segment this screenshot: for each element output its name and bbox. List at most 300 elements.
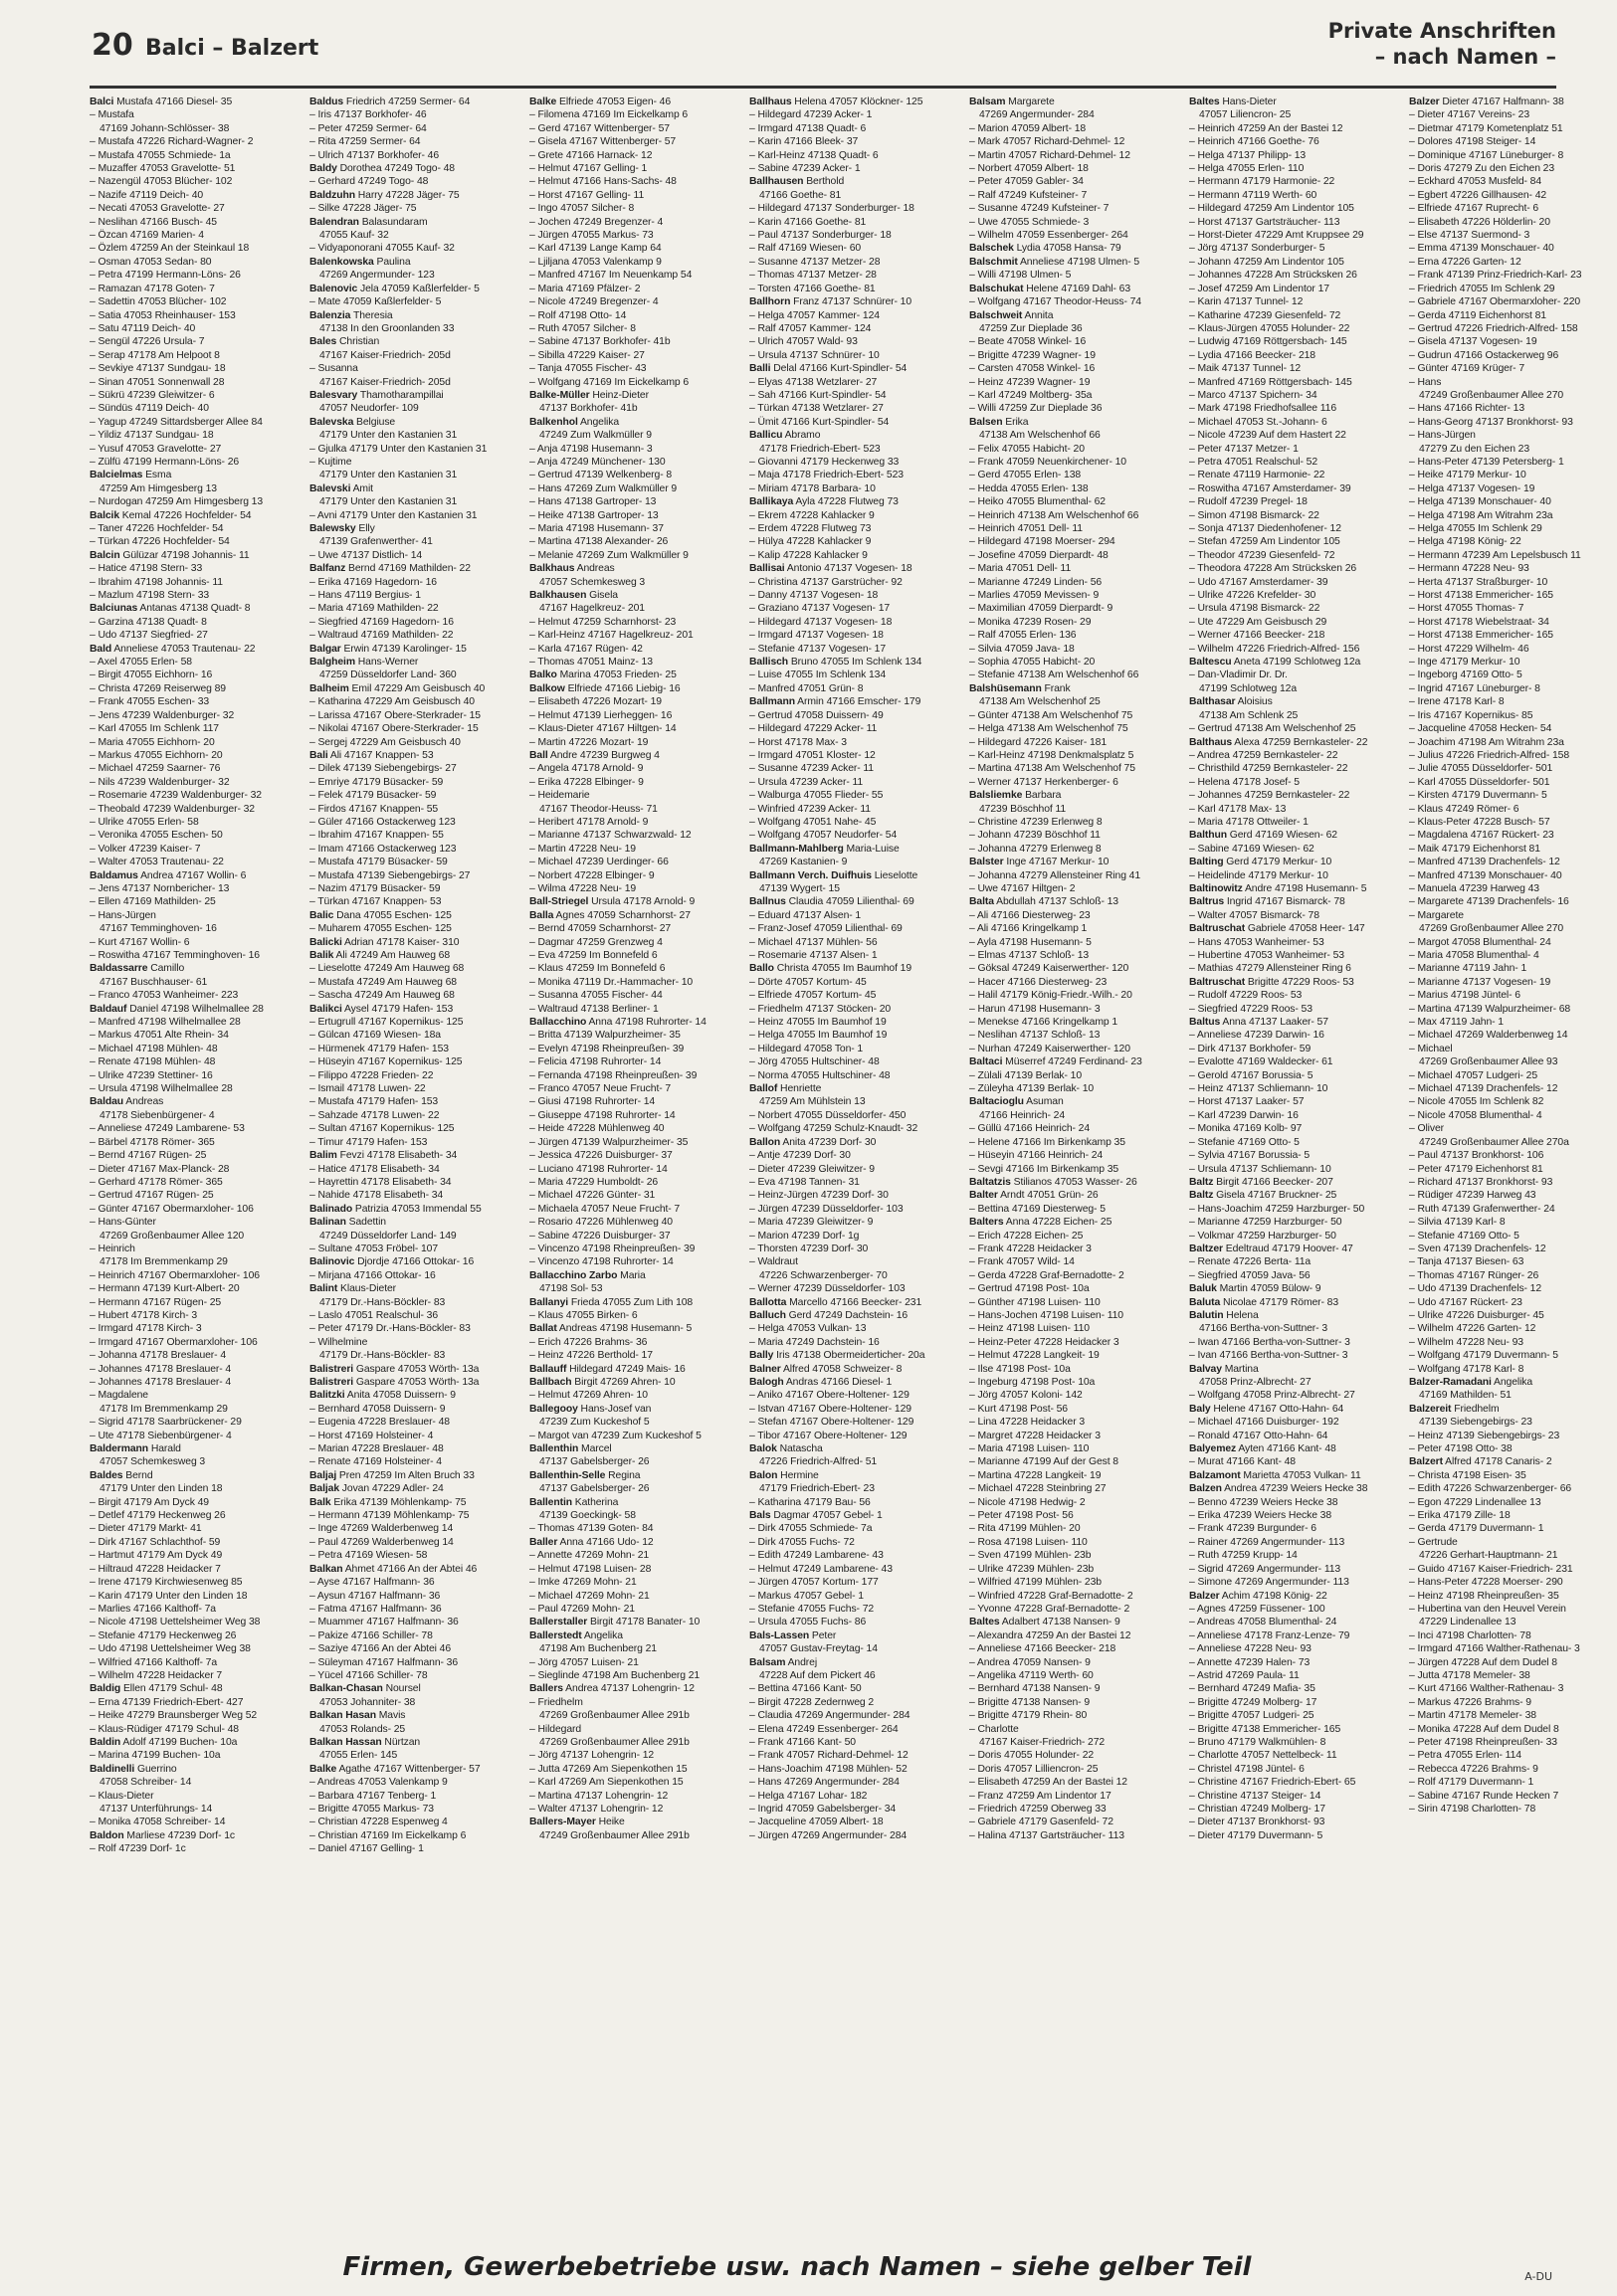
surname: Balenovic — [309, 283, 358, 294]
entry-text: – Helmut 47228 Langkeit- 19 — [969, 1350, 1100, 1362]
entry-text: – Gerd 47055 Erlen- 138 — [969, 470, 1082, 481]
entry-text: – Gertrud 47167 Rügen- 25 — [90, 1190, 214, 1202]
directory-entry — [749, 1163, 957, 1176]
directory-entry — [309, 776, 517, 789]
directory-entry — [529, 216, 737, 229]
entry-text: – Elfriede 47167 Ruprecht- 6 — [1409, 203, 1539, 215]
entry-text: Asuman — [1023, 1096, 1064, 1108]
entry-text: 47269 Großenbaumer Allee 120 — [100, 1230, 245, 1242]
directory-entry — [1409, 629, 1617, 642]
entry-text: – Karin 47166 Bleek- 37 — [749, 136, 859, 148]
directory-entry — [749, 1549, 957, 1562]
directory-entry — [529, 1669, 737, 1682]
directory-entry — [969, 1029, 1177, 1042]
directory-entry — [1189, 643, 1397, 656]
entry-text: – Frank 47228 Heidacker 3 — [969, 1243, 1092, 1254]
surname: Balevska — [309, 416, 354, 428]
directory-entry — [529, 1163, 737, 1176]
entry-text: – Tibor 47167 Obere-Holtener- 129 — [749, 1430, 908, 1441]
directory-entry — [529, 1069, 737, 1082]
directory-entry — [749, 469, 957, 481]
directory-entry — [749, 776, 957, 789]
directory-entry — [969, 843, 1177, 856]
directory-entry — [90, 1696, 298, 1709]
entry-text: Andras 47166 Diesel- 1 — [783, 1377, 893, 1388]
section-title-line1: Private Anschriften — [1327, 19, 1556, 43]
entry-text: – Hans 47166 Richter- 13 — [1409, 403, 1525, 415]
entry-text: – Ruth 47259 Krupp- 14 — [1189, 1550, 1298, 1562]
entry-text: – Jens 47239 Waldenburger- 32 — [90, 709, 235, 721]
entry-text: Inge 47167 Merkur- 10 — [1003, 857, 1110, 868]
surname: Balewsky — [309, 523, 356, 534]
entry-text: Birgit 47178 Banater- 10 — [587, 1617, 701, 1628]
directory-entry — [90, 1309, 298, 1322]
entry-text: Bernd — [122, 1469, 153, 1481]
entry-text: – Maximilian 47059 Dierpardt- 9 — [969, 603, 1113, 615]
entry-text: – Gerhard 47249 Togo- 48 — [309, 176, 429, 188]
directory-entry — [1189, 1496, 1397, 1509]
directory-entry — [1189, 135, 1397, 148]
entry-text: – Ralf 47169 Wiesen- 60 — [749, 243, 862, 255]
directory-entry — [1409, 1736, 1617, 1749]
directory-entry-head — [749, 1442, 957, 1455]
entry-text: – Hans 47269 Angermunder- 284 — [749, 1777, 900, 1789]
entry-text: – Hüseyin 47167 Kopernikus- 125 — [309, 1056, 463, 1068]
entry-text: Delal 47166 Kurt-Spindler- 54 — [770, 363, 908, 375]
entry-text: – Karin 47179 Unter den Linden 18 — [90, 1590, 248, 1602]
directory-entry-head — [309, 482, 517, 495]
entry-text: Ellen 47179 Schul- 48 — [120, 1683, 223, 1695]
directory-entry — [969, 1696, 1177, 1709]
directory-entry — [1189, 1549, 1397, 1562]
directory-entry — [90, 242, 298, 255]
directory-entry — [1189, 1055, 1397, 1068]
entry-text: – Julie 47055 Düsseldorfer- 501 — [1409, 763, 1553, 775]
directory-entry — [969, 1709, 1177, 1722]
directory-entry — [969, 295, 1177, 308]
entry-text: – Friedrich 47259 Oberweg 33 — [969, 1804, 1107, 1815]
directory-entry — [309, 1656, 517, 1669]
directory-entry — [1189, 1603, 1397, 1616]
entry-text: – Horst-Dieter 47229 Amt Kruppsee 29 — [1189, 230, 1364, 242]
directory-entry — [1409, 1549, 1617, 1562]
directory-entry — [969, 1296, 1177, 1309]
directory-entry — [1409, 1509, 1617, 1522]
directory-entry — [1409, 1442, 1617, 1455]
directory-entry — [529, 829, 737, 842]
entry-text: – Filippo 47228 Frieden- 22 — [309, 1069, 434, 1081]
surname: Balyemez — [1189, 1443, 1237, 1455]
entry-text: – Hatice 47198 Stern- 33 — [90, 563, 203, 575]
entry-text: – Stefan 47259 Am Lindentor 105 — [1189, 536, 1340, 548]
entry-text: – Sergej 47229 Am Geisbusch 40 — [309, 736, 461, 748]
directory-entry — [1409, 882, 1617, 895]
entry-text: – Frank 47239 Burgunder- 6 — [1189, 1523, 1316, 1535]
directory-entry — [1189, 149, 1397, 162]
directory-entry — [749, 1095, 957, 1108]
entry-text: – Mark 47057 Richard-Dehmel- 12 — [969, 136, 1125, 148]
directory-entry — [1189, 549, 1397, 562]
entry-text: – Imam 47166 Ostackerweg 123 — [309, 843, 457, 855]
directory-entry — [529, 736, 737, 749]
directory-entry — [1409, 1669, 1617, 1682]
directory-entry — [1409, 108, 1617, 121]
entry-text: 47166 Heinrich- 24 — [979, 1109, 1065, 1121]
entry-text: – Willi 47259 Zur Dieplade 36 — [969, 403, 1103, 415]
entry-text: Anneliese 47053 Trautenau- 22 — [111, 643, 256, 655]
entry-text: – Anneliese 47178 Franz-Lenze- 79 — [1189, 1629, 1350, 1641]
entry-text: Friedhelm — [1451, 1403, 1500, 1415]
entry-text: – Frank 47059 Neuenkirchener- 10 — [969, 456, 1126, 468]
directory-entry — [1189, 1776, 1397, 1789]
directory-entry — [1409, 589, 1617, 602]
entry-text: – Gertrude — [1409, 1536, 1458, 1548]
directory-entry — [749, 349, 957, 362]
directory-entry — [749, 1243, 957, 1255]
surname: Balheim — [309, 682, 349, 694]
entry-text: – Hubert 47178 Kirch- 3 — [90, 1309, 198, 1321]
directory-entry-head — [90, 643, 298, 656]
entry-text: – Dominique 47167 Lüneburger- 8 — [1409, 149, 1564, 161]
surname: Balke — [309, 1763, 337, 1775]
surname: Baltinowitz — [1189, 882, 1243, 894]
directory-entry-head — [1189, 856, 1397, 868]
entry-text: – Karin 47166 Goethe- 81 — [749, 216, 867, 228]
entry-text: – Agnes 47259 Füssener- 100 — [1189, 1603, 1325, 1615]
directory-entry — [309, 816, 517, 829]
directory-entry — [749, 443, 957, 456]
entry-text: – Sascha 47249 Am Hauweg 68 — [309, 990, 455, 1002]
directory-entry — [90, 229, 298, 242]
directory-entry — [749, 1029, 957, 1042]
directory-entry — [1409, 269, 1617, 282]
entry-text: – Thomas 47137 Metzer- 28 — [749, 270, 877, 282]
directory-entry — [309, 829, 517, 842]
directory-entry — [529, 402, 737, 415]
surname: Balgar — [309, 643, 341, 655]
directory-entry — [90, 1296, 298, 1309]
entry-text: – Brigitte 47239 Wagner- 19 — [969, 349, 1096, 361]
surname: Ballo — [749, 963, 774, 975]
entry-text: – Walter 47057 Bismarck- 78 — [1189, 909, 1319, 921]
surname: Balcik — [90, 509, 120, 521]
entry-text: Marina 47053 Frieden- 25 — [556, 670, 677, 681]
surname: Balok — [749, 1443, 777, 1455]
entry-text: – Mustafa — [90, 109, 134, 121]
directory-entry — [1189, 869, 1397, 882]
directory-entry — [90, 895, 298, 908]
surname: Baldau — [90, 1096, 124, 1108]
entry-text: Antanas 47138 Quadt- 8 — [137, 603, 251, 615]
entry-text: – Petra 47169 Wiesen- 58 — [309, 1550, 428, 1562]
directory-entry — [529, 549, 737, 562]
entry-text: – Monika 47239 Rosen- 29 — [969, 616, 1092, 628]
entry-text: – Serap 47178 Am Helpoot 8 — [90, 349, 220, 361]
entry-text: – Hubertine 47053 Wanheimer- 53 — [1189, 950, 1344, 961]
directory-entry — [529, 1563, 737, 1576]
entry-text: – Muammer 47167 Halfmann- 36 — [309, 1617, 459, 1628]
surname: Balsam — [969, 96, 1006, 107]
entry-text: – Johannes 47178 Breslauer- 4 — [90, 1363, 232, 1375]
directory-entry — [969, 709, 1177, 722]
entry-text: – Wilhelm 47059 Essenberger- 264 — [969, 230, 1128, 242]
directory-entry — [309, 602, 517, 615]
entry-text: – Siegfried 47229 Roos- 53 — [1189, 1003, 1313, 1015]
entry-text: – Martina 47137 Lohengrin- 12 — [529, 1790, 669, 1802]
surname: Balkan-Chasan — [309, 1683, 383, 1695]
entry-text: – Istvan 47167 Obere-Holtener- 129 — [749, 1403, 911, 1415]
entry-text: – Michael — [1409, 1043, 1453, 1054]
directory-entry — [749, 335, 957, 348]
directory-entry — [1189, 1816, 1397, 1828]
entry-text: 47058 Schreiber- 14 — [100, 1777, 192, 1789]
directory-entry-head — [90, 1469, 298, 1482]
directory-entry — [749, 762, 957, 775]
entry-text: 47229 Lindenallee 13 — [1419, 1617, 1516, 1628]
entry-text: – Karl-Heinz 47138 Quadt- 6 — [749, 149, 879, 161]
directory-entry-head — [529, 589, 737, 602]
directory-entry — [1409, 1095, 1617, 1108]
directory-entry — [969, 1149, 1177, 1162]
directory-entry — [1409, 656, 1617, 669]
directory-column — [1189, 96, 1397, 2254]
entry-text: – Hermann 47228 Neu- 93 — [1409, 563, 1529, 575]
entry-text: – Zülfü 47199 Hermann-Löns- 26 — [90, 456, 240, 468]
directory-entry — [90, 1016, 298, 1029]
entry-text: – Evelyn 47198 Rheinpreußen- 39 — [529, 1043, 685, 1054]
directory-entry — [529, 643, 737, 656]
entry-text: – Richard 47137 Bronkhorst- 93 — [1409, 1176, 1553, 1188]
entry-text: 47057 Liliencron- 25 — [1199, 109, 1292, 121]
entry-text: – Helga 47137 Vogesen- 19 — [1409, 482, 1535, 494]
entry-text: – Filomena 47169 Im Eickelkamp 6 — [529, 109, 689, 121]
directory-entry-head — [309, 1376, 517, 1389]
directory-entry — [309, 1082, 517, 1095]
entry-text: Gerd 47169 Wiesen- 62 — [1226, 830, 1337, 842]
directory-entry — [90, 362, 298, 375]
entry-text: – Martin 47178 Memeler- 38 — [1409, 1710, 1536, 1722]
directory-entry — [90, 1536, 298, 1549]
entry-text: – Helga 47053 Vulkan- 13 — [749, 1323, 867, 1335]
directory-entry-head — [309, 1389, 517, 1402]
entry-text: – Karl 47269 Am Siepenkothen 15 — [529, 1777, 684, 1789]
directory-entry — [529, 1029, 737, 1042]
directory-entry-head — [309, 96, 517, 108]
directory-entry-head — [90, 469, 298, 481]
directory-entry — [969, 1016, 1177, 1029]
entry-text: – Helene 47166 Im Birkenkamp 35 — [969, 1136, 1125, 1148]
entry-text: – Nicole 47198 Uettelsheimer Weg 38 — [90, 1617, 261, 1628]
entry-text: – Sevkiye 47137 Sundgau- 18 — [90, 363, 226, 375]
directory-entry-head — [969, 256, 1177, 269]
directory-entry — [1409, 229, 1617, 242]
entry-text: – Hans-Georg 47137 Bronkhorst- 93 — [1409, 416, 1573, 428]
entry-text: – Dirk 47167 Schlachthof- 59 — [90, 1536, 221, 1548]
entry-text: – Jutta 47178 Memeler- 38 — [1409, 1669, 1530, 1681]
surname: Baltes — [969, 1617, 1000, 1628]
entry-text: Christian — [336, 336, 380, 348]
entry-text: – Oliver — [1409, 1123, 1444, 1135]
entry-text: – Frank 47166 Kant- 50 — [749, 1736, 856, 1748]
directory-entry — [309, 669, 517, 681]
entry-text: – Walter 47053 Trautenau- 22 — [90, 857, 224, 868]
entry-text: – Andrea 47059 Nansen- 9 — [969, 1656, 1091, 1668]
directory-entry — [749, 1216, 957, 1229]
directory-entry — [90, 189, 298, 202]
entry-text: – Udo 47167 Amsterdamer- 39 — [1189, 576, 1328, 588]
directory-entry — [969, 1603, 1177, 1616]
directory-entry — [1409, 869, 1617, 882]
directory-entry — [1189, 1455, 1397, 1468]
entry-text: Marliese 47239 Dorf- 1c — [123, 1829, 235, 1841]
directory-entry — [1189, 1389, 1397, 1402]
entry-text: – Frank 47057 Richard-Dehmel- 12 — [749, 1750, 909, 1762]
directory-entry — [969, 376, 1177, 389]
entry-text: Maria-Luise — [843, 843, 900, 855]
directory-entry — [1409, 1776, 1617, 1789]
surname: Balitzki — [309, 1390, 345, 1402]
directory-entry — [309, 803, 517, 816]
entry-text: 47226 Friedrich-Alfred- 51 — [759, 1456, 878, 1468]
entry-text: – Emriye 47179 Büsacker- 59 — [309, 776, 444, 788]
directory-entry-head — [309, 1149, 517, 1162]
directory-entry — [309, 709, 517, 722]
directory-entry — [969, 1043, 1177, 1055]
directory-entry — [1189, 1803, 1397, 1816]
entry-text: 47179 Dr.-Hans-Böckler- 83 — [319, 1296, 446, 1308]
surname: Ballentin — [529, 1496, 572, 1508]
entry-text: – Doris 47279 Zu den Eichen 23 — [1409, 163, 1555, 175]
entry-text: – Peter 47137 Metzer- 1 — [1189, 443, 1299, 455]
directory-entry — [749, 376, 957, 389]
directory-entry — [529, 1723, 737, 1736]
entry-text: Angelika — [581, 1629, 623, 1641]
directory-entry — [529, 135, 737, 148]
directory-entry — [309, 695, 517, 708]
entry-text: – Michael 47139 Drachenfels- 12 — [1409, 1083, 1558, 1095]
surname: Ballegooy — [529, 1403, 578, 1415]
entry-text: Belgiuse — [353, 416, 396, 428]
entry-text: – Jörg 47055 Hultschiner- 48 — [749, 1056, 880, 1068]
directory-entry — [529, 295, 737, 308]
entry-text: – Klaus-Jürgen 47055 Holunder- 22 — [1189, 322, 1350, 334]
entry-text: – Gertrud 47138 Am Welschenhof 25 — [1189, 723, 1356, 735]
directory-entry-head — [969, 789, 1177, 802]
entry-text: – Heinz 47239 Wagner- 19 — [969, 376, 1091, 388]
directory-entry-head — [969, 682, 1177, 695]
directory-entry — [1189, 429, 1397, 442]
directory-entry — [90, 656, 298, 669]
directory-entry-head — [749, 1349, 957, 1362]
directory-entry — [1409, 1176, 1617, 1189]
directory-entry — [309, 1136, 517, 1149]
entry-text: Daniel 47198 Wilhelmallee 28 — [126, 1003, 264, 1015]
entry-text: – Wolfgang 47057 Neudorfer- 54 — [749, 830, 898, 842]
directory-entry — [969, 149, 1177, 162]
entry-text: Elly — [355, 523, 375, 534]
entry-text: – Monika 47058 Schreiber- 14 — [90, 1817, 226, 1828]
directory-entry-head — [90, 962, 298, 975]
directory-entry-head — [90, 1095, 298, 1108]
directory-entry — [90, 522, 298, 535]
entry-text: – Ingeburg 47198 Post- 10a — [969, 1377, 1096, 1388]
directory-entry — [309, 629, 517, 642]
surname: Balutin — [1189, 1309, 1224, 1321]
entry-text: – Hans-Peter 47139 Petersberg- 1 — [1409, 456, 1564, 468]
entry-text: – Wilma 47228 Neu- 19 — [529, 882, 637, 894]
entry-text: – Michael 47057 Ludgeri- 25 — [1409, 1069, 1538, 1081]
entry-text: – Gisela 47137 Vogesen- 19 — [1409, 336, 1537, 348]
directory-entry — [969, 469, 1177, 481]
directory-entry — [1409, 495, 1617, 508]
entry-text: – Firdos 47167 Knappen- 55 — [309, 803, 439, 815]
directory-entry-head — [90, 602, 298, 615]
directory-entry-head — [529, 1536, 737, 1549]
directory-entry — [529, 1336, 737, 1349]
entry-text: – Miriam 47178 Barbara- 10 — [749, 482, 876, 494]
directory-entry — [529, 709, 737, 722]
directory-entry-head — [969, 856, 1177, 868]
directory-entry-head — [1189, 736, 1397, 749]
surname: Ballenthin-Selle — [529, 1469, 606, 1481]
entry-text: – Ramazan 47178 Goten- 7 — [90, 283, 215, 294]
directory-entry — [309, 1309, 517, 1322]
directory-entry-head — [529, 389, 737, 402]
entry-text: – Nicole 47055 Im Schlenk 82 — [1409, 1096, 1544, 1108]
directory-entry — [1189, 509, 1397, 522]
entry-text: – Werner 47166 Beecker- 218 — [1189, 630, 1325, 642]
entry-text: – Bernhard 47138 Nansen- 9 — [969, 1683, 1101, 1695]
directory-entry — [749, 1149, 957, 1162]
directory-entry — [90, 1216, 298, 1229]
surname: Balzen — [1189, 1483, 1222, 1495]
entry-text: – Rüdiger 47239 Harweg 43 — [1409, 1190, 1536, 1202]
directory-entry-head — [749, 843, 957, 856]
entry-text: – Johannes 47178 Breslauer- 4 — [90, 1377, 232, 1388]
entry-text: – Wolfgang 47058 Prinz-Albrecht- 27 — [1189, 1390, 1355, 1402]
surname: Balko — [529, 670, 557, 681]
surname: Balendran — [309, 216, 359, 228]
directory-entry — [1409, 1709, 1617, 1722]
entry-text: – Neslihan 47166 Busch- 45 — [90, 216, 217, 228]
entry-text: – Hürmenek 47179 Hafen- 153 — [309, 1043, 449, 1054]
entry-text: – Ingrid 47167 Lüneburger- 8 — [1409, 682, 1540, 694]
directory-entry — [1409, 549, 1617, 562]
entry-text: – Hans 47269 Zum Walkmüller 9 — [529, 482, 678, 494]
entry-text: – Carsten 47058 Winkel- 16 — [969, 363, 1096, 375]
entry-text: – Andreas 47053 Valenkamp 9 — [309, 1777, 448, 1789]
entry-text: – Ute 47229 Am Geisbusch 29 — [1189, 616, 1327, 628]
directory-entry — [529, 1790, 737, 1803]
entry-text: – Yagup 47249 Sittardsberger Allee 84 — [90, 416, 263, 428]
entry-text: – Guido 47167 Kaiser-Friedrich- 231 — [1409, 1563, 1573, 1575]
directory-entry — [969, 1282, 1177, 1295]
directory-entry — [969, 656, 1177, 669]
directory-entry — [1189, 1376, 1397, 1389]
directory-entry — [749, 1122, 957, 1135]
entry-text: – Frank 47057 Wild- 14 — [969, 1256, 1075, 1268]
entry-text: Esma — [142, 470, 172, 481]
entry-text: Andrea 47239 Weiers Hecke 38 — [1221, 1483, 1368, 1495]
directory-entry — [749, 135, 957, 148]
directory-entry — [309, 843, 517, 856]
entry-text: – Karl 47139 Lange Kamp 64 — [529, 243, 662, 255]
surname: Baller — [529, 1536, 558, 1548]
directory-entry — [1409, 1536, 1617, 1549]
entry-text: – Eckhard 47053 Musfeld- 84 — [1409, 176, 1542, 188]
directory-entry — [90, 816, 298, 829]
entry-text: – Ursula 47198 Bismarck- 22 — [1189, 603, 1320, 615]
